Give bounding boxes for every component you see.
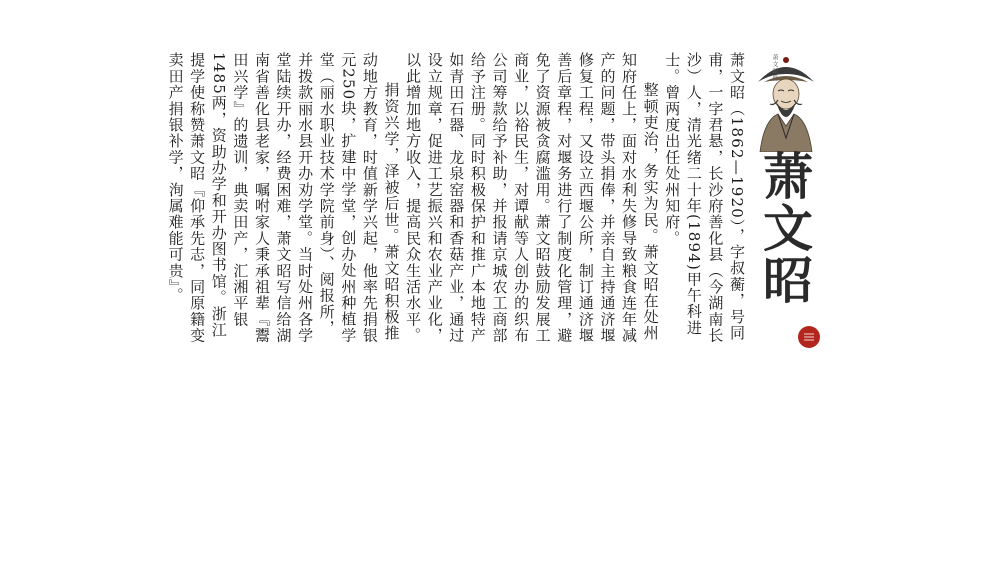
red-seal-stamp xyxy=(798,326,820,348)
paragraph-education: 捐资兴学，泽被后世。萧文昭积极推动地方教育，时值新学兴起，他率先捐银元250块，扩建中学堂，创办处州种植学堂（丽水职业技术学院前身）、阅报所，并拨款丽水县开办劝学堂。当时处州各学堂陆续开办，经费困难，萧文昭写信给湖南省善化县老家，嘱咐家人秉承祖辈『鬻田兴学』的遗训，典卖田产，汇湘平银1485两，资助办学和开办图书馆。浙江提学使称赞萧文昭『仰承先志，同原籍变卖田产捐银补学，洵属难能可贵』。 xyxy=(166,52,401,344)
paragraph-intro: 萧文昭（1862—1920），字叔蘅，号同甫，一字君悬，长沙府善化县（今湖南长沙）人，清光绪二十年(1894)甲午科进士。曾两度出任处州知府。 xyxy=(663,52,746,344)
page-title: 萧文昭 xyxy=(755,150,814,306)
portrait-caption: 萧文昭像 xyxy=(771,54,778,82)
portrait-image xyxy=(752,48,820,152)
seal-icon xyxy=(798,326,820,348)
body-text xyxy=(164,52,747,352)
portrait-drawing xyxy=(752,48,820,152)
paragraph-governance: 整顿吏治，务实为民。萧文昭在处州知府任上，面对水利失修导致粮食连年减产的问题，带头捐俸，并亲自主持通济堰修复工程，又设立西堰公所，制订通济堰善后章程，对堰务进行了制度化管理，避免了资源被贪腐滥用。萧文昭鼓励发展工商业，以裕民生，对谭献等人创办的织布公司筹款给予补助，并报请京城农工商部给予注册。同时积极保护和推广本地特产如青田石器、龙泉窑器和香菇产业，通过设立规章，促进工艺振兴和农业产业化，以此增加地方收入，提高民众生活水平。 xyxy=(404,52,660,344)
